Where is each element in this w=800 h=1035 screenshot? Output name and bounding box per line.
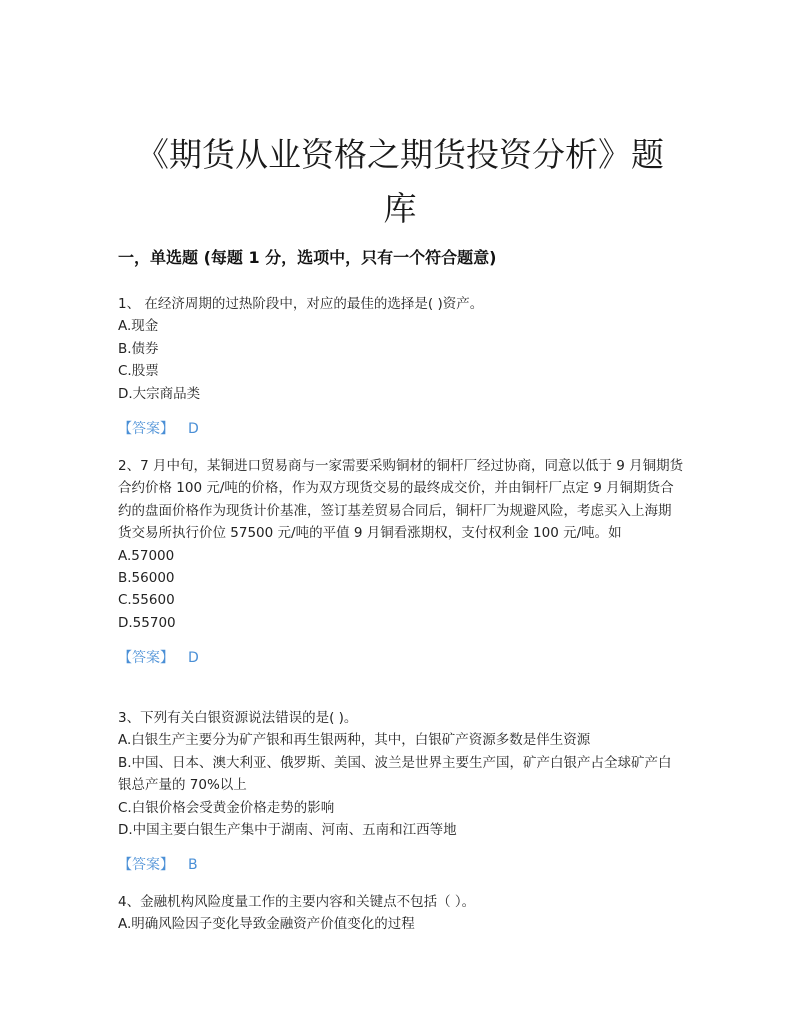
option-list <box>118 545 684 635</box>
question-stem: 4、金融机构风险度量工作的主要内容和关键点不包括（ ）。 <box>118 894 476 910</box>
question-2 <box>118 455 684 669</box>
document-title-line-1: 《期货从业资格之期货投资分析》题 <box>136 135 664 175</box>
answer-label: 【答案】 <box>118 650 174 667</box>
answer-value: D <box>188 650 199 667</box>
option-c: C.股票 <box>118 363 159 380</box>
option-list <box>118 729 684 841</box>
option-a: A.白银生产主要分为矿产银和再生银两种，其中，白银矿产资源多数是伴生资源 <box>118 732 591 749</box>
option-d: D.中国主要白银生产集中于湖南、河南、五南和江西等地 <box>118 822 457 839</box>
section-heading: 一，单选题 (每题 1 分，选项中，只有一个符合题意) <box>118 248 497 267</box>
option-c: C.白银价格会受黄金价格走势的影响 <box>118 799 335 816</box>
answer-label: 【答案】 <box>118 857 174 874</box>
question-stem: 1、 在经济周期的过热阶段中，对应的最佳的选择是( )资产。 <box>118 296 484 312</box>
option-a: A.明确风险因子变化导致金融资产价值变化的过程 <box>118 916 415 933</box>
answer-line <box>118 418 684 440</box>
option-list <box>118 913 684 935</box>
option-a: A.57000 <box>118 547 175 564</box>
document-title <box>100 128 700 236</box>
answer-line <box>118 854 684 876</box>
option-list <box>118 315 684 405</box>
option-d: D.55700 <box>118 614 176 631</box>
answer-value: B <box>188 857 198 874</box>
option-b: B.中国、日本、澳大利亚、俄罗斯、美国、波兰是世界主要生产国，矿产白银产占全球矿产白银总产量的 70%以上 <box>118 754 672 794</box>
option-b: B.56000 <box>118 570 175 587</box>
answer-value: D <box>188 421 199 438</box>
option-c: C.55600 <box>118 592 175 609</box>
question-1 <box>118 293 684 440</box>
option-a: A.现金 <box>118 318 159 335</box>
option-d: D.大宗商品类 <box>118 385 201 402</box>
document-title-line-2: 库 <box>383 189 417 229</box>
question-3 <box>118 707 684 876</box>
question-stem: 3、下列有关白银资源说法错误的是( )。 <box>118 710 358 726</box>
option-b: B.债券 <box>118 340 159 357</box>
question-stem: 2、7 月中旬，某铜进口贸易商与一家需要采购铜材的铜杆厂经过协商，同意以低于 9 月铜期货合约价格 100 元/吨的价格，作为双方现货交易的最终成交价，并由铜杆厂点定 9 月铜期货合约的盘面价格作为现货计价基准，签订基差贸易合同后，铜杆厂为规避风险，考虑买入上海期货交易所执行价位 57500 元/吨的平值 9 月铜看涨期权，支付权利金 100 元/吨。如 <box>118 458 684 542</box>
answer-line <box>118 647 684 669</box>
question-4 <box>118 891 684 936</box>
answer-label: 【答案】 <box>118 421 174 438</box>
